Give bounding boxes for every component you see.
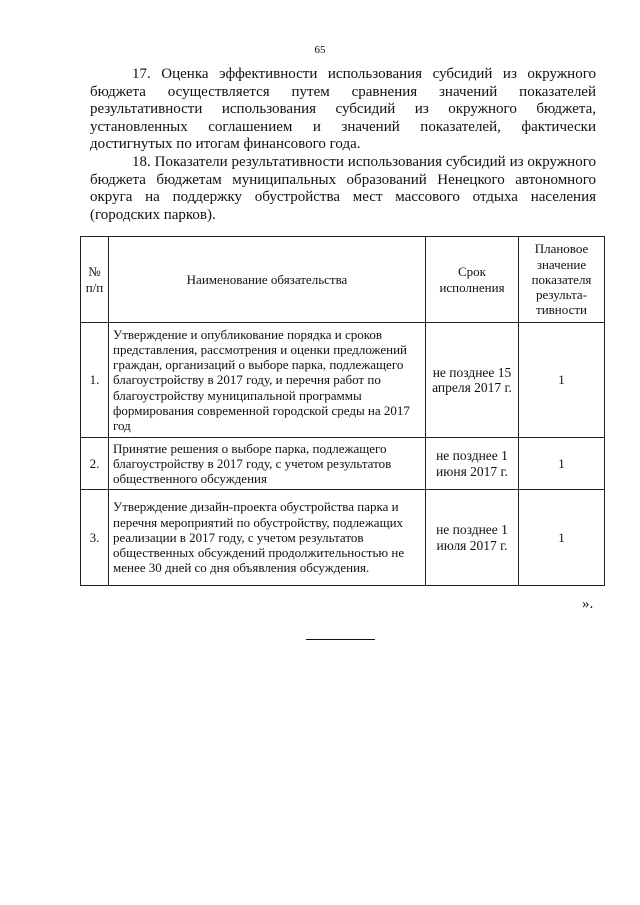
end-divider bbox=[306, 639, 375, 640]
row-deadline: не позднее 1 июля 2017 г. bbox=[426, 490, 519, 586]
row-num: 2. bbox=[81, 438, 109, 490]
table-row bbox=[81, 490, 605, 586]
row-deadline: не позднее 1 июня 2017 г. bbox=[426, 438, 519, 490]
header-target: Плановое значение показателя результа-тивности bbox=[519, 237, 605, 323]
header-num: № п/п bbox=[81, 237, 109, 323]
paragraph-17: 17. Оценка эффективности использования субсидий из окружного бюджета осуществляется путем сравнения значений показателей результативности использования субсидий из окружного бюджета, установленных соглашением и значений показателей, фактически достигнутых по итогам финансового года. bbox=[90, 66, 596, 153]
paragraph-18: 18. Показатели результативности использования субсидий из окружного бюджета бюджетам муниципальных образований Ненецкого автономного округа на поддержку обустройства мест массового отдыха населения (городских парков). bbox=[90, 154, 596, 223]
row-name: Утверждение и опубликование порядка и сроков представления, рассмотрения и оценки предложений граждан, организаций о выборе парка, подлежащего благоустройству в 2017 году, и перечня работ по благоустройству муниципальной программы формирования современной городской среды на 2017 год bbox=[109, 323, 426, 438]
row-num: 3. bbox=[81, 490, 109, 586]
row-target: 1 bbox=[519, 438, 605, 490]
table-row bbox=[81, 323, 605, 438]
header-name: Наименование обязательства bbox=[109, 237, 426, 323]
row-num: 1. bbox=[81, 323, 109, 438]
closing-quote: ». bbox=[582, 596, 594, 612]
obligations-table bbox=[80, 236, 605, 586]
row-name: Утверждение дизайн-проекта обустройства парка и перечня мероприятий по обустройству, подлежащих реализации в 2017 году, с учетом результатов общественных обсуждений продолжительностью не менее 30 дней со дня объявления обсуждения. bbox=[109, 490, 426, 586]
page-number: 65 bbox=[314, 44, 326, 56]
table-row bbox=[81, 438, 605, 490]
table-header-row bbox=[81, 237, 605, 323]
row-target: 1 bbox=[519, 323, 605, 438]
row-target: 1 bbox=[519, 490, 605, 586]
row-deadline: не позднее 15 апреля 2017 г. bbox=[426, 323, 519, 438]
row-name: Принятие решения о выборе парка, подлежащего благоустройству в 2017 году, с учетом результатов общественного обсуждения bbox=[109, 438, 426, 490]
header-deadline: Срок исполнения bbox=[426, 237, 519, 323]
